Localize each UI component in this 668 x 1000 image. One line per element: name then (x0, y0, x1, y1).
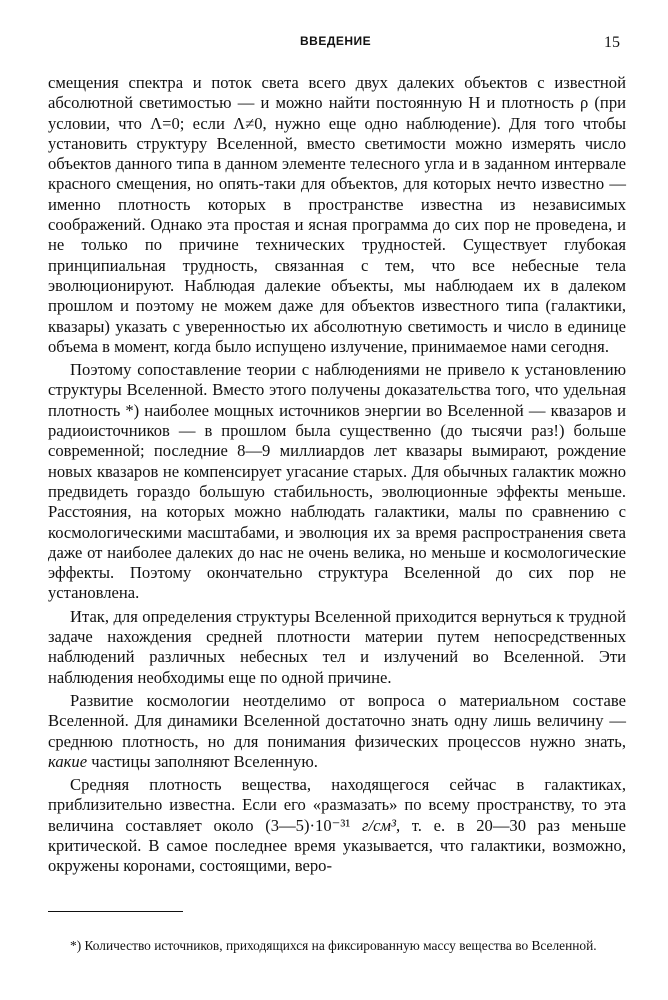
main-text (48, 73, 626, 877)
page-number: 15 (604, 34, 620, 51)
paragraph-3: Итак, для определения структуры Вселенной приходится вернуться к трудной задаче нахождения средней плотности материи путем непосредственных наблюдений различных небесных тел и излучений во Вселенной. Эти наблюдения необходимы еще по одной причине. (48, 606, 626, 687)
paragraph-1: смещения спектра и поток света всего двух далеких объектов с известной абсолютной светимостью — и можно найти постоянную H и плотность ρ (при условии, что Λ=0; если Λ≠0, нужно еще одно наблюдение). Для того чтобы установить структуру Вселенной, вместо светимости можно измерять число объектов данного типа в данном элементе телесного угла и в заданном интервале красного смещения, но опять-таки для объектов, для которых нечто известно — именно плотность которых в пространстве известна из независимых соображений. Однако эта простая и ясная программа до сих пор не проведена, и не только по причине технических трудностей. Существует глубокая принципиальная трудность, связанная с тем, что все небесные тела эволюционируют. Наблюдая далекие объекты, мы наблюдаем их в далеком прошлом и поэтому не можем даже для объектов известного типа (галактики, квазары) указать с уверенностью их абсолютную светимость и число в единице объема в момент, когда было испущено излучение, принимаемое нами сегодня. (48, 73, 626, 356)
paragraph-4-italic-word: какие (48, 751, 88, 771)
paragraph-5-text-b: , т. е. в 20—30 раз меньше критической. В самое последнее время указывается, что галактики, возможно, окружены коронами, состоящими, веро- (48, 815, 626, 876)
footnote-divider (48, 911, 183, 912)
paragraph-5-text-a: Средняя плотность вещества, находящегося сейчас в галактиках, приблизительно известна. Если его «размазать» по всему пространству, то эта величина составляет около (3—5)·10⁻³¹ (48, 775, 626, 835)
paragraph-2: Поэтому сопоставление теории с наблюдениями не привело к установлению структуры Вселенной. Вместо этого получены доказательства того, что удельная плотность *) наиболее мощных источников энергии во Вселенной — квазаров и радиоисточников — в прошлом была существенно (до тысячи раз!) больше современной; последние 8—9 миллиардов лет квазары вымирают, рождение новых квазаров не компенсирует угасание старых. Для обычных галактик можно предвидеть гораздо большую стабильность, эволюционные эффекты меньше. Расстояния, на которых можно наблюдать галактики, малы по сравнению с космологическими масштабами, и эволюция их за время распространения света даже от наиболее далеких до нас не очень велика, но меньше и космологические эффекты. Поэтому окончательно структура Вселенной до сих пор не установлена. (48, 360, 626, 603)
paragraph-4-text-b: частицы заполняют Вселенную. (91, 751, 318, 771)
density-unit: г/см³ (361, 815, 396, 835)
running-title: ВВЕДЕНИЕ (300, 34, 372, 48)
paragraph-4-text-a: Развитие космологии неотделимо от вопроса о материальном составе Вселенной. Для динамики Вселенной достаточно знать одну лишь величину — среднюю плотность, но для понимания физических процессов нужно знать, (48, 690, 626, 751)
footnote: *) Количество источников, приходящихся на фиксированную массу вещества во Вселенной. (70, 938, 597, 953)
paragraph-4 (48, 691, 626, 772)
paragraph-5 (48, 775, 626, 876)
